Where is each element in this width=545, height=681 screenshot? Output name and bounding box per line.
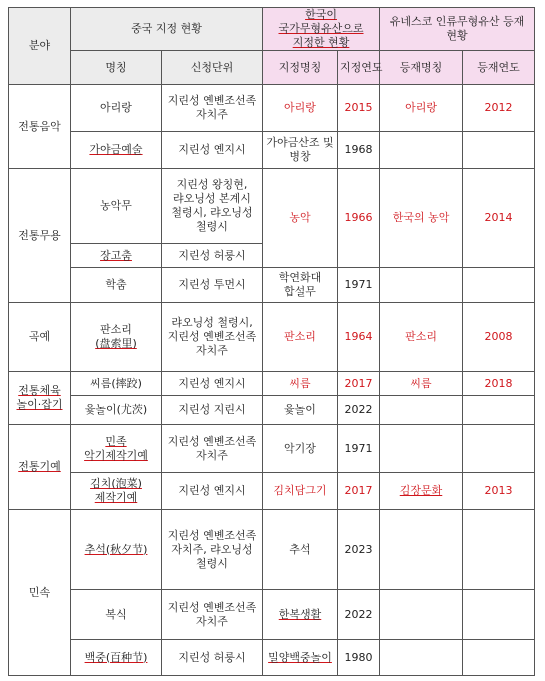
category-header: 분야 xyxy=(9,8,71,85)
kr-year-cell: 2022 xyxy=(338,396,380,425)
table-row xyxy=(9,169,535,244)
table-row xyxy=(9,268,535,303)
cn-applicant-cell: 지린성 왕칭현, 랴오닝성 본계시 철령시, 랴오닝성 철령시 xyxy=(162,169,263,244)
table-row xyxy=(9,510,535,590)
cn-name-cell: 장고춤 xyxy=(71,244,162,268)
kr-year-cell: 1980 xyxy=(338,640,380,676)
un-name-cell: 씨름 xyxy=(380,372,463,396)
cn-applicant-cell: 랴오닝성 철령시, 지린성 옌볜조선족 자치주 xyxy=(162,303,263,372)
cn-name-korean: 판소리 xyxy=(100,323,132,336)
kr-name-cell: 학연화대 합설무 xyxy=(263,268,338,303)
kr-year-cell: 2015 xyxy=(338,85,380,132)
table-row xyxy=(9,85,535,132)
kr-name-cell: 가야금산조 및 병창 xyxy=(263,132,338,169)
table-row xyxy=(9,132,535,169)
un-year-cell xyxy=(463,640,535,676)
cn-applicant-cell: 지린성 허룽시 xyxy=(162,640,263,676)
cn-applicant-cell: 지린성 지린시 xyxy=(162,396,263,425)
kr-name-cell: 김치담그기 xyxy=(263,473,338,510)
cn-name-cell: 김치(泡菜) 제작기예 xyxy=(71,473,162,510)
korea-group-header: 한국이 국가무형유산으로 지정한 현황 xyxy=(263,8,380,51)
kr-name-cell: 추석 xyxy=(263,510,338,590)
header-row-top xyxy=(9,8,535,51)
un-year-cell: 2014 xyxy=(463,169,535,268)
kr-year-cell: 1971 xyxy=(338,425,380,473)
un-year-cell xyxy=(463,396,535,425)
unesco-year-header: 등재연도 xyxy=(463,51,535,85)
category-cell-dance: 전통무용 xyxy=(9,169,71,303)
china-name-header: 명칭 xyxy=(71,51,162,85)
cn-applicant-cell: 지린성 옌지시 xyxy=(162,473,263,510)
un-name-cell xyxy=(380,590,463,640)
cn-applicant-cell: 지린성 옌볜조선족 자치주, 랴오닝성 철령시 xyxy=(162,510,263,590)
cn-name-cell: 학춤 xyxy=(71,268,162,303)
cn-name-cell xyxy=(71,303,162,372)
china-applicant-header: 신청단위 xyxy=(162,51,263,85)
kr-year-cell: 2017 xyxy=(338,372,380,396)
unesco-group-header: 유네스코 인류무형유산 등재 현황 xyxy=(380,8,535,51)
un-year-cell: 2012 xyxy=(463,85,535,132)
korea-year-header: 지정연도 xyxy=(338,51,380,85)
cn-name-cell: 가야금예술 xyxy=(71,132,162,169)
table-row xyxy=(9,425,535,473)
un-name-cell xyxy=(380,396,463,425)
cn-name-cell: 윷놀이(尤茨) xyxy=(71,396,162,425)
table-row xyxy=(9,590,535,640)
kr-year-cell: 1968 xyxy=(338,132,380,169)
cn-name-cell: 복식 xyxy=(71,590,162,640)
korea-name-header: 지정명칭 xyxy=(263,51,338,85)
cn-applicant-cell: 지린성 옌볜조선족 자치주 xyxy=(162,85,263,132)
un-year-cell xyxy=(463,590,535,640)
unesco-name-header: 등재명칭 xyxy=(380,51,463,85)
category-cell-skill: 전통기예 xyxy=(9,425,71,510)
un-year-cell xyxy=(463,425,535,473)
un-name-cell xyxy=(380,132,463,169)
un-name-cell xyxy=(380,425,463,473)
un-name-cell xyxy=(380,510,463,590)
cn-applicant-cell: 지린성 옌지시 xyxy=(162,132,263,169)
cn-name-cell: 민족 악기제작기예 xyxy=(71,425,162,473)
cn-name-cell: 아리랑 xyxy=(71,85,162,132)
kr-year-cell: 2022 xyxy=(338,590,380,640)
un-year-cell xyxy=(463,268,535,303)
category-cell-sports: 전통체육 놀이·잡기 xyxy=(9,372,71,425)
table-row xyxy=(9,396,535,425)
un-name-cell xyxy=(380,640,463,676)
category-cell-craft: 곡예 xyxy=(9,303,71,372)
cn-name-chinese: (盘索里) xyxy=(95,337,137,350)
kr-name-cell: 악기장 xyxy=(263,425,338,473)
un-year-cell xyxy=(463,132,535,169)
kr-name-cell: 밀양백중놀이 xyxy=(263,640,338,676)
cn-applicant-cell: 지린성 옌볜조선족 자치주 xyxy=(162,425,263,473)
un-name-cell: 한국의 농악 xyxy=(380,169,463,268)
kr-name-cell: 판소리 xyxy=(263,303,338,372)
heritage-table-container xyxy=(8,7,535,676)
category-cell-music: 전통음악 xyxy=(9,85,71,169)
cn-name-cell: 씨름(摔跤) xyxy=(71,372,162,396)
table-row xyxy=(9,303,535,372)
kr-name-cell: 윷놀이 xyxy=(263,396,338,425)
kr-year-cell: 2017 xyxy=(338,473,380,510)
un-name-cell: 아리랑 xyxy=(380,85,463,132)
cn-applicant-cell: 지린성 옌지시 xyxy=(162,372,263,396)
cn-name-cell: 백중(百种节) xyxy=(71,640,162,676)
kr-year-cell: 1971 xyxy=(338,268,380,303)
kr-name-cell: 한복생활 xyxy=(263,590,338,640)
table-row xyxy=(9,640,535,676)
table-row xyxy=(9,473,535,510)
un-year-cell xyxy=(463,510,535,590)
un-year-cell: 2018 xyxy=(463,372,535,396)
cn-applicant-cell: 지린성 허룽시 xyxy=(162,244,263,268)
kr-name-cell: 씨름 xyxy=(263,372,338,396)
kr-name-cell: 아리랑 xyxy=(263,85,338,132)
cn-applicant-cell: 지린성 옌볜조선족 자치주 xyxy=(162,590,263,640)
cn-name-cell: 추석(秋夕节) xyxy=(71,510,162,590)
un-name-cell: 김장문화 xyxy=(380,473,463,510)
heritage-comparison-table xyxy=(8,7,535,676)
category-cell-folk: 민속 xyxy=(9,510,71,676)
header-row-sub xyxy=(9,51,535,85)
china-group-header: 중국 지정 현황 xyxy=(71,8,263,51)
kr-year-cell: 1966 xyxy=(338,169,380,268)
kr-name-cell: 농악 xyxy=(263,169,338,268)
cn-applicant-cell: 지린성 투먼시 xyxy=(162,268,263,303)
un-year-cell: 2008 xyxy=(463,303,535,372)
kr-year-cell: 2023 xyxy=(338,510,380,590)
cn-name-cell: 농악무 xyxy=(71,169,162,244)
un-name-cell: 판소리 xyxy=(380,303,463,372)
table-row xyxy=(9,372,535,396)
un-year-cell: 2013 xyxy=(463,473,535,510)
kr-year-cell: 1964 xyxy=(338,303,380,372)
un-name-cell xyxy=(380,268,463,303)
